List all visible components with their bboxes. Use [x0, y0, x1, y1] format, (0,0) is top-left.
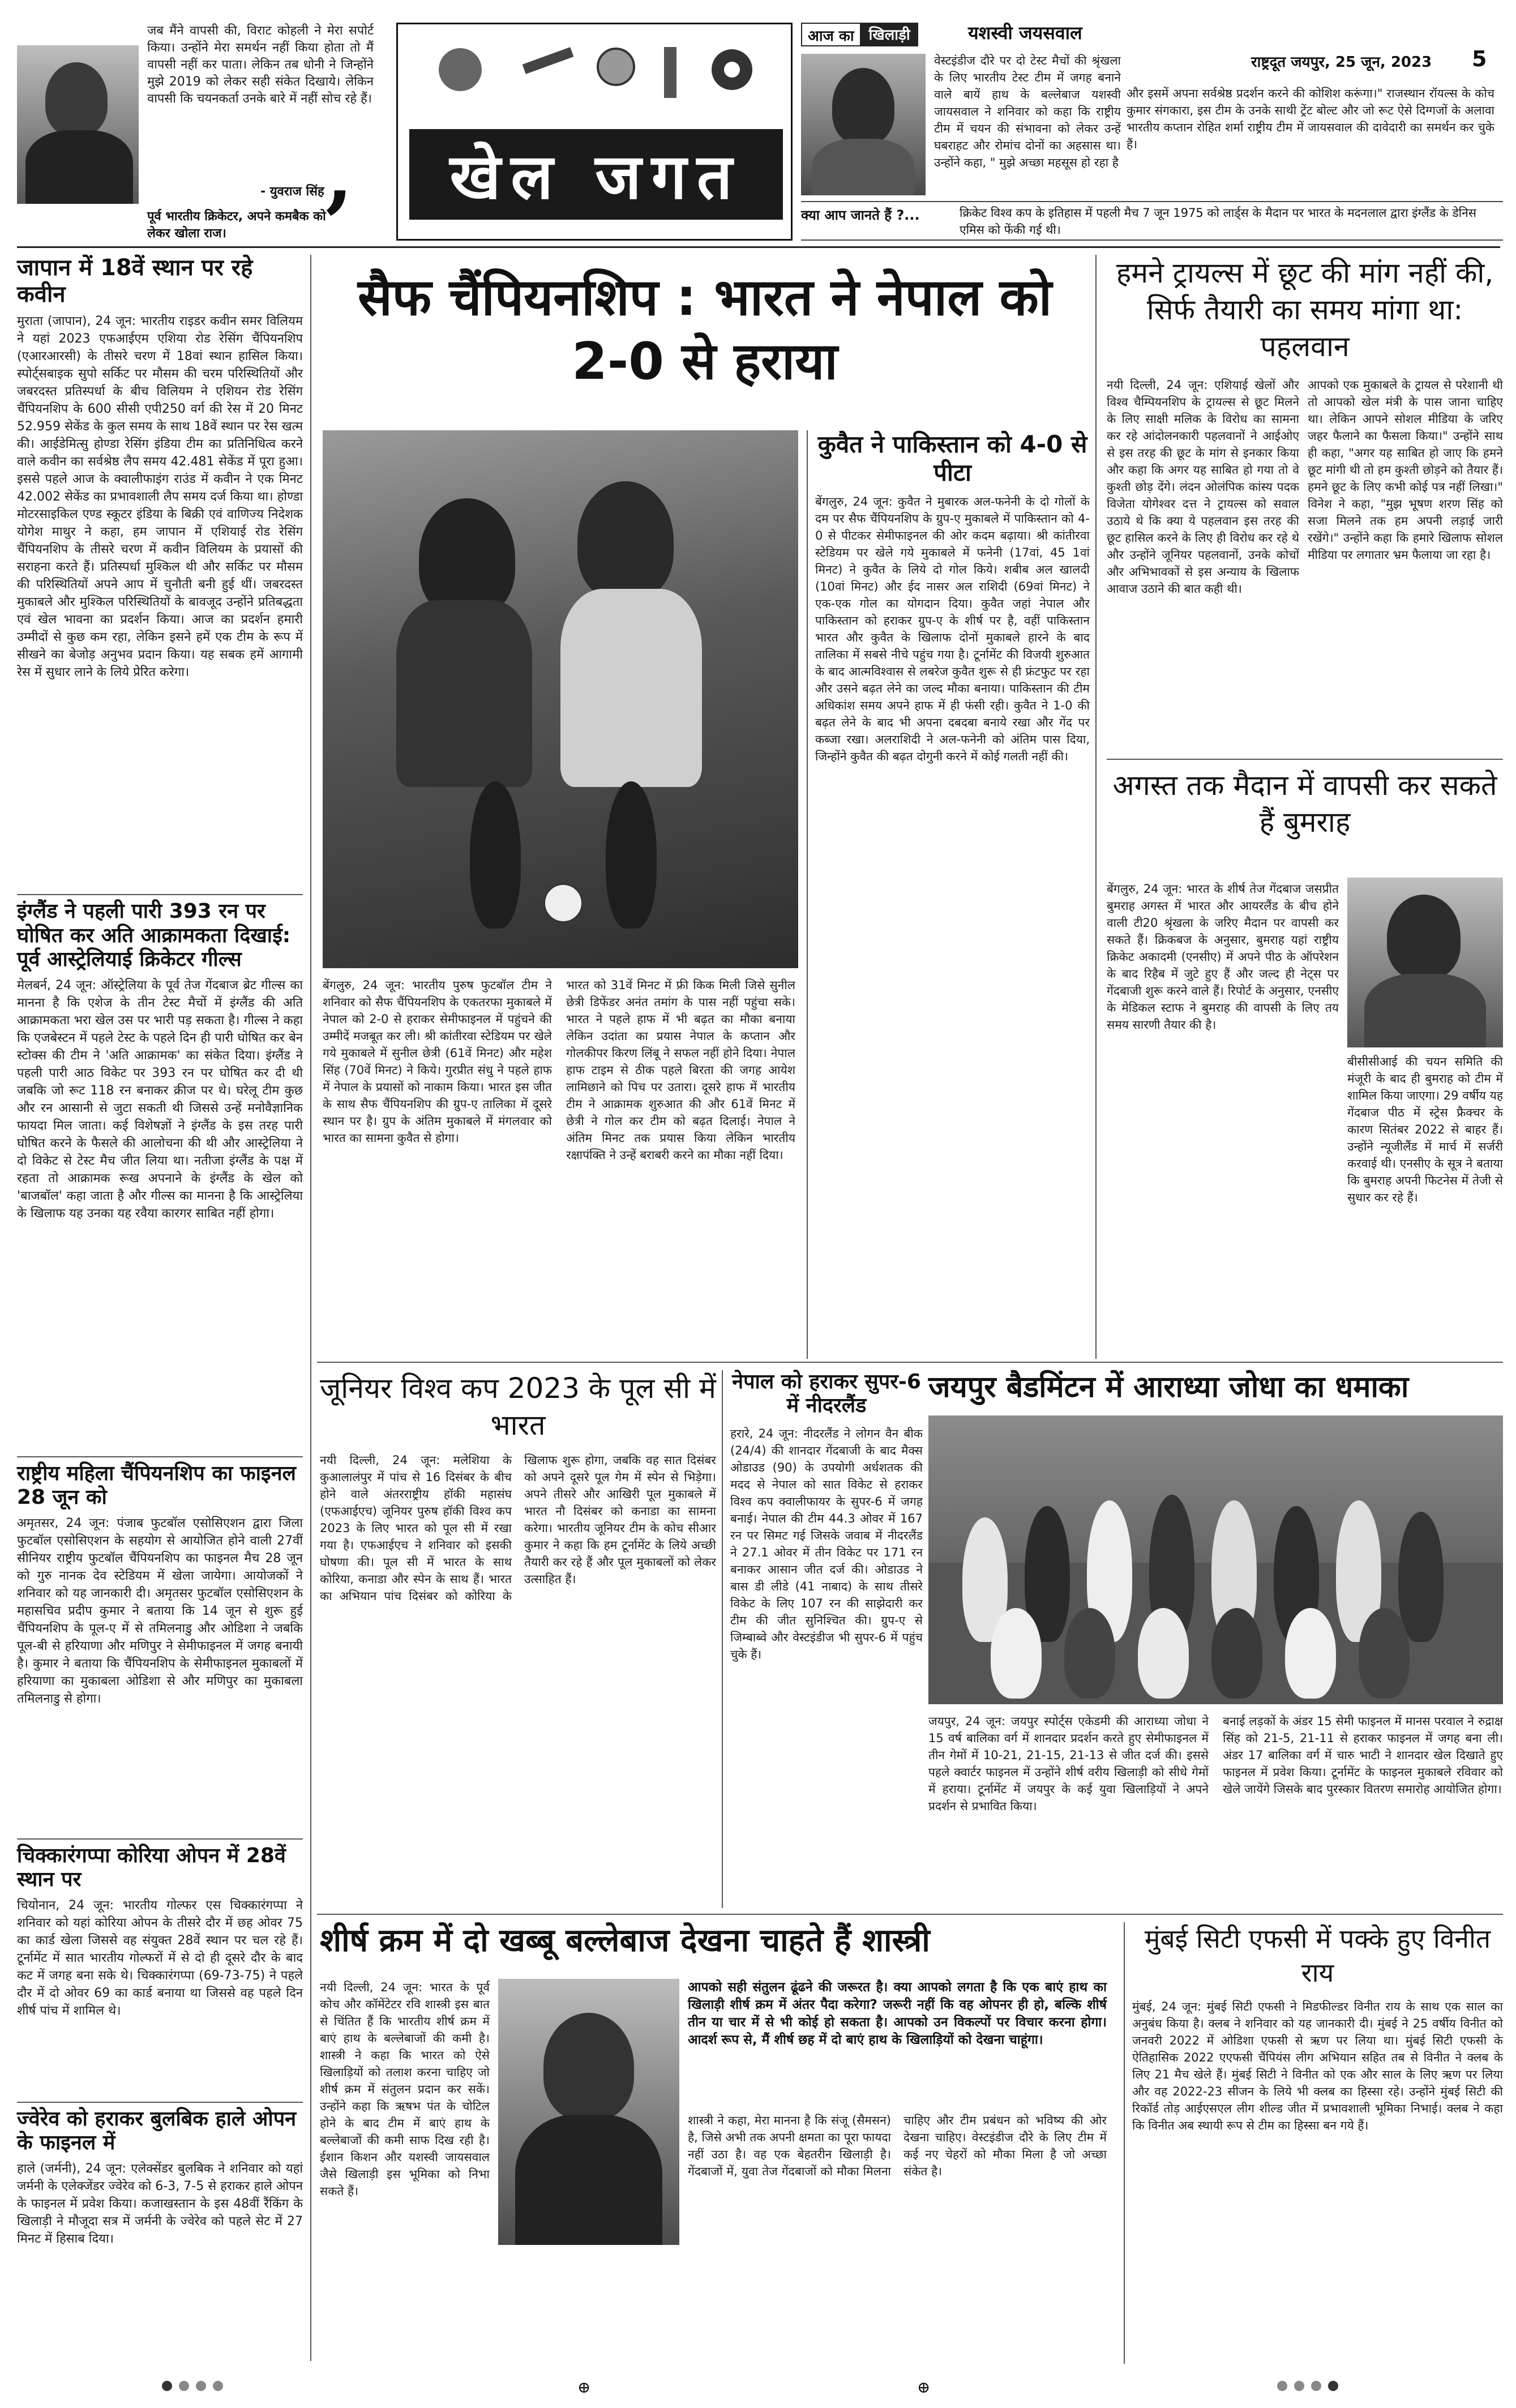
- footer-dots-right: [1274, 2381, 1342, 2393]
- main-side-rule: [807, 430, 808, 1359]
- wrestlers-body-2: आपको एक मुकाबले के ट्रायल से परेशानी थी तो आपको खेल मंत्री के पास जाना चाहिए था। लेकिन आपने सोशल मीडिया के जरिए जहर फैलाने का फैसला किया।" उन्होंने साथ ही कहा, "अगर यह साबित हो जाए कि हमने छूट मांगी थी तो हम कुश्ती छोड़ने को तैयार हैं। हमने छूट के लिए कभी कोई पत्र नहीं लिखा।" विनेश ने कहा, "मुझ भूषण शरण सिंह को सजा मिलने तक हम अपनी लड़ाई जारी रखेंगे।" उन्होंने कहा कि हमारे खिलाफ सोशल मीडिया पर लगातार भ्रम फैलाया जा रहा है।: [1308, 378, 1503, 562]
- footer-register-mark-2: ⊕: [917, 2378, 931, 2397]
- badminton-caption-1: जयपुर, 24 जून: जयपुर स्पोर्ट्स एकेडमी की आराध्या जोधा ने 15 वर्ष बालिका वर्ग में शानदार प्रदर्शन करते हुए सेमीफाइनल में तीन गेमों में 10-21, 21-15, 21-13 से जीत दर्ज की। इससे पहले क्वार्टर फाइनल में उन्होंने शीर्ष वरीय खिलाड़ी को सीधे गेमों में हराया। टूर्नामेंट में जयपुर के कई युवा खिलाड़ियों ने अपने प्रदर्शन से प्रभावित किया।: [928, 1714, 1209, 1813]
- main-story-body-2: भारत को 31वें मिनट में फ्री किक मिली जिसे सुनील छेत्री डिफेंडर अनंत तमांग के पास नहीं पहुंचा सके। भारत ने पहले हाफ में भी बढ़त का मौका बनाया लेकिन उदांता का प्रयास नेपाल के कप्तान और गोलकीपर किरण लिंबू ने सफल नहीं होने दिया। नेपाल हाफ टाइम से ठीक पहले बिरता की जगह आयेश लामिछाने को पिच पर उतारा। दूसरे हाफ में भारतीय टीम ने आक्रामक शुरुआत की और 61वें मिनट में छेत्री ने गोल कर टीम को बढ़त दिलाई। नेपाल ने अंतिम मिनट तक प्रयास किया लेकिन भारतीय रक्षापंक्ति ने उन्हें बराबरी करने का मौका नहीं दिया।: [566, 978, 795, 1162]
- bumrah-body-2: बीसीसीआई की चयन समिति की मंजूरी के बाद ही बुमराह को टीम में शामिल किया जाएगा। 29 वर्षीय यह गेंदबाज पीठ में स्ट्रेस फ्रैक्चर के कारण सितंबर 2022 से बाहर हैं। उन्होंने न्यूजीलैंड में मार्च में सर्जरी करवाई थी। एनसीए के सूत्र ने बताया कि बुमराह अपनी फिटनेस में तेजी से सुधार कर रहे हैं।: [1347, 1055, 1503, 1204]
- main-story-title: सैफ चैंपियनशिप : भारत ने नेपाल को 2-0 से हराया: [357, 268, 1052, 391]
- header-rule: [17, 246, 1500, 248]
- main-story-body: [323, 977, 798, 1356]
- story-womens-body: अमृतसर, 24 जून: पंजाब फुटबॉल एसोसिएशन द्वारा जिला फुटबॉल एसोसिएशन के सहयोग से आयोजित होने वाली 27वीं सीनियर राष्ट्रीय फुटबॉल चैंपियनशिप का फाइनल मैच 28 जून को गुरु नानक देव स्टेडियम में खेला जायेगा। आयोजकों ने शनिवार को यह जानकारी दी। अमृतसर फुटबॉल एसोसिएशन के महासचिव प्रदीप कुमार ने बताया कि 14 जून से शुरू हुई चैंपियनशिप के पूल-ए में से तमिलनाडु और ओडिशा ने जबकि पूल-बी से हरियाणा और मणिपुर ने सेमीफाइनल में जगह बनायी है। कुमार ने बताया कि चैंपियनशिप के सेमीफाइनल मुकाबलों में हरियाणा का मुकाबला ओडिशा से और मणिपुर का मुकाबला तमिलनाडु से होगा।: [17, 1516, 303, 1706]
- aaj-ka-label: आज का: [801, 23, 861, 46]
- badminton-title: जयपुर बैडमिंटन में आराध्या जोधा का धमाका: [928, 1370, 1409, 1404]
- story-womens-title: राष्ट्रीय महिला चैंपियनशिप का फाइनल 28 जून को: [17, 1461, 296, 1509]
- player-name: यशस्वी जयसवाल: [968, 22, 1082, 44]
- mid-rule-1: [722, 1370, 723, 1908]
- footer-register-mark: ⊕: [577, 2378, 591, 2397]
- bumrah-photo: [1347, 878, 1503, 1047]
- story-england-title: इंग्लैंड ने पहली पारी 393 रन पर घोषित कर अति आक्रामकता दिखाई: पूर्व आस्ट्रेलियाई क्रिकेटर गील्स: [17, 900, 291, 972]
- kuwait-story: [815, 430, 1090, 1359]
- shastri-body-2: शास्त्री ने कहा, मेरा मानना है कि संजू (सैमसन) है, जिसे अभी तक अपनी क्षमता का पूरा फायदा नहीं उठा है। वह एक बेहतरीन खिलाड़ी है। गेंदबाजों में, युवा तेज गेंदबाजों को मौका मिलना चाहिए और टीम प्रबंधन को भविष्य की ओर देखना चाहिए। वेस्टइंडीज दौरे के लिए टीम में कई नए चेहरों को मौका मिला है जो अच्छा संकेत है।: [688, 2114, 1107, 2178]
- netherlands-story: [730, 1370, 923, 1908]
- netherlands-body: हरारे, 24 जून: नीदरलैंड ने लोगन वैन बीक (24/4) की शानदार गेंदबाजी के बाद मैक्स ओडाउड (90) के उपयोगी अर्धशतक की मदद से नेपाल को सात विकेट से हराकर विश्व कप क्वालीफायर के सुपर-6 में जगह बनाई। नेपाल की टीम 44.3 ओवर में 167 रन पर सिमट गई जिसके जवाब में नीदरलैंड ने 27.1 ओवर में तीन विकेट पर 171 रन बनाकर आसान जीत दर्ज की। ओडाउड ने बास डी लीडे (41 नाबाद) के साथ तीसरे विकेट के लिए 107 रन की साझेदारी कर टीम की जीत सुनिश्चित की। ग्रुप-ए से जिम्बाब्वे और वेस्टइंडीज भी सुपर-6 में पहुंच चुके हैं।: [730, 1426, 923, 1661]
- section-masthead: [396, 23, 793, 241]
- bottom-rule-v: [1124, 1922, 1125, 2364]
- kuwait-story-body: बेंगलुरु, 24 जून: कुवैत ने मुबारक अल-फनेनी के दो गोलों के दम पर सैफ चैंपियनशिप के ग्रुप-ए मुकाबले में पाकिस्तान को 4-0 से पीटकर सेमीफाइनल की ओर कदम बढ़ाया। श्री कांतीरवा स्टेडियम पर खेले गये मुकाबले में फनेनी (17वां, 45 1वां मिनट) ने कुवैत के लिये दो गोल किये। शबीब अल खालदी (10वां मिनट) और ईद नासर अल राशिदी (69वां मिनट) ने एक-एक गोल का योगदान दिया। कुवैत जहां नेपाल और पाकिस्तान को हराकर ग्रुप-ए के शीर्ष पर है, वहीं पाकिस्तान भारत और कुवैत के खिलाफ दोनों मुकाबले हारने के बाद तालिका में सबसे नीचे पहुंच गया है। टूर्नामेंट की विजयी शुरुआत के बाद आत्मविश्वास से लबरेज कुवैत शुरू से ही फ्रंटफुट पर रहा और उसने बढ़त लेने का जल्द मौका बनाया। पाकिस्तान की टीम अधिकांश समय अपने हाफ में ही फंसी रही। कुवैत ने 1-0 की बढ़त लेने के बाद भी अपना दबदबा बनाये रखा और गेंद पर कब्जा रखा। अलराशिदी ने अल-फनेनी को अंतिम पास दिया, जिन्होंने कुवैत की बढ़त दोगुनी करने में कोई गलती नहीं की।: [815, 495, 1090, 764]
- mid-rule: [317, 1362, 1503, 1363]
- story-tennis-title: ज्वेरेव को हराकर बुलबिक हाले ओपन के फाइनल में: [17, 2107, 297, 2155]
- quote-box: [17, 23, 379, 241]
- badminton-story: [928, 1370, 1503, 1908]
- quote-author: - युवराज सिंह: [260, 185, 324, 199]
- right-rule: [1095, 255, 1097, 1359]
- shastri-quote: आपको सही संतुलन ढूंढने की जरूरत है। क्या आपको लगता है कि एक बाएं हाथ का खिलाड़ी शीर्ष क्रम में अंतर पैदा करेगा? जरूरी नहीं कि वह ओपनर ही हो, बल्कि शीर्ष तीन या चार में से भी कोई हो सकता है। आपको उन विकल्पों पर विचार करना होगा। आदर्श रूप से, मैं शीर्ष छह में दो बाएं हाथ के खिलाड़ियों को देखना चाहूंगा।: [688, 1980, 1107, 2047]
- wrestlers-body-1: नयी दिल्ली, 24 जून: एशियाई खेलों और विश्व चैम्पियनशिप के ट्रायल्स से छूट मिलने के लिए साक्षी मलिक के विरोध का सामना कर रहे आंदोलनकारी पहलवानों ने आईओए से इस तरह की छूट के मांग से इनकार किया और कहा कि अगर यह साबित हो गया तो वे कुश्ती छोड़ देंगे। लंदन ओलंपिक कांस्य पदक विजेता योगेश्वर दत्त ने ट्रायल्स को सवाल उठाये थे कि क्या ये पहलवान इस तरह की छूट हासिल करने के लिए ही विरोध कर रहे थे और उन्होंने जूनियर पहलवानों, उनके कोचों और अभिभावकों से इस अन्याय के खिलाफ आवाज उठाने की बात कही थी।: [1107, 378, 1299, 596]
- bottom-rule: [317, 1914, 1503, 1915]
- did-you-know-text: क्रिकेट विश्व कप के इतिहास में पहली मैच 7 जून 1975 को लार्ड्स के मैदान पर भारत के मदनलाल द्वारा इंग्लैंड के डेनिस एमिस को फेंकी गई थी।: [960, 206, 1476, 237]
- junior-wc-story: [320, 1370, 716, 1908]
- story-england-body: मेलबर्न, 24 जून: ऑस्ट्रेलिया के पूर्व तेज गेंदबाज ब्रेट गील्स का मानना है कि एशेज के तीन टेस्ट मैचों में इंग्लैंड की अति आक्रामकता भरा खेल उस पर भारी पड़ सकता है। गील्स ने कहा कि एजबेस्टन में पहले टेस्ट के पहले दिन ही पारी घोषित कर बेन स्टोक्स की टीम ने 'अति आक्रामक' का संकेत दिया। इंग्लैंड ने पहली पारी आठ विकेट पर 393 रन पर घोषित कर दी थी जबकि जो रूट 118 रन बनाकर क्रीज पर थे। घरेलू टीम कुछ और रन आसानी से जुटा सकती थी जिससे उन्हें मनोवैज्ञानिक फायदा मिल जाता। कई विशेषज्ञों ने इंग्लैंड के इस तरह पारी घोषित करने के फैसले की आलोचना की थी और आस्ट्रेलिया ने दो विकेट से टेस्ट मैच जीत लिया था। नतीजा इंग्लैंड के पक्ष में रहता तो आक्रामक रूख अपनाने के इंग्लैंड के खेल को 'बाजबॉल' कहा जाता है और गील्स का मानना है कि आस्ट्रेलिया के खिलाफ यह उनका यह रवैया कारगर साबित नहीं होगा।: [17, 978, 303, 1221]
- football-photo: [323, 430, 798, 968]
- quote-caption: पूर्व भारतीय क्रिकेटर, अपने कमबैक को लेकर खोला राज।: [147, 209, 326, 241]
- junior-wc-body: नयी दिल्ली, 24 जून: मलेशिया के कुआलालंपुर में पांच से 16 दिसंबर के बीच होने वाले अंतरराष्ट्रीय हॉकी महासंघ (एफआईएच) जूनियर पुरुष हॉकी विश्व कप 2023 के लिए भारत को पूल सी में रखा गया है। एफआईएच ने शनिवार को इसकी घोषणा की। पूल सी में भारत के साथ कोरिया, कनाडा और स्पेन के साथ हैं। भारत का अभियान पांच दिसंबर को कोरिया के खिलाफ शुरू होगा, जबकि वह सात दिसंबर को अपने दूसरे पूल गेम में स्पेन से भिड़ेगा। अपने तीसरे और आखिरी पूल मुकाबले में भारत नौ दिसंबर को कनाडा का सामना करेगा। भारतीय जूनियर टीम के कोच सीआर कुमार ने कहा कि हम टूर्नामेंट के लिये अच्छी तैयारी कर रहे हैं और पूल मुकाबलों को लेकर उत्साहित हैं।: [320, 1453, 716, 1603]
- player-text-2: और इसमें अपना सर्वश्रेष्ठ प्रदर्शन करने की कोशिश करूंगा।" राजस्थान रॉयल्स के कोच कुमार संगकारा, इस टीम के उनके साथी ट्रेंट बोल्ट और जो रूट ऐसे दिग्गजों के अलावा भारतीय कप्तान रोहित शर्मा राष्ट्रीय टीम में जायसवाल की दावेदारी का समर्थन कर चुके हैं।: [1127, 87, 1494, 151]
- did-you-know: [801, 201, 1503, 241]
- page-number: 5: [1472, 46, 1487, 71]
- section-title: खेल जगत: [409, 129, 783, 220]
- khiladi-label: खिलाड़ी: [861, 23, 918, 46]
- bumrah-title: अगस्त तक मैदान में वापसी कर सकते हैं बुमराह: [1112, 769, 1497, 839]
- left-rule: [310, 255, 311, 2361]
- sports-icons: [398, 24, 791, 126]
- quote-text: जब मैंने वापसी की, विराट कोहली ने मेरा सपोर्ट किया। उन्होंने मेरा समर्थन नहीं किया होता तो मैं वापसी नहीं कर पाता। लेकिन तब धोनी ने जिन्होंने मुझे 2019 को लेकर सही संकेत दिखाये। लेकिन वापसी कि चयनकर्ता उनके बारे में नहीं सोच रहे हैं।: [147, 24, 374, 106]
- did-you-know-label: क्या आप जानते हैं ?...: [801, 207, 920, 223]
- mumbai-title: मुंबई सिटी एफसी में पक्के हुए विनीत राय: [1144, 1923, 1491, 1988]
- shastri-photo: [498, 1979, 679, 2245]
- shastri-body-1: नयी दिल्ली, 24 जून: भारत के पूर्व कोच और कॉमेंटेटर रवि शास्त्री इस बात से चिंतित हैं कि भारतीय शीर्ष क्रम में बाएं हाथ के बल्लेबाजों की कमी है। शास्त्री ने कहा कि भारत को ऐसे खिलाड़ियों को तलाश करना चाहिए जो शीर्ष क्रम में संतुलन प्रदान कर सकें। उन्होंने कहा कि ऋषभ पंत के चोटिल होने के बाद टीम में बाएं हाथ के बल्लेबाजों की कमी साफ दिख रही है। ईशान किशन और यशस्वी जायसवाल जैसे खिलाड़ी इस भूमिका को निभा सकते हैं।: [320, 1981, 490, 2198]
- story-golf-body: चियोनान, 24 जून: भारतीय गोल्फर एस चिक्कारंगप्पा ने शनिवार को यहां कोरिया ओपन के तीसरे दौर में छह ओवर 75 का कार्ड खेला जिससे वह संयुक्त 28वें स्थान पर चल रहे हैं। टूर्नामेंट में सात भारतीय गोल्फरों में से दो ही दूसरे दौर के बाद कट में जगह बना सके थे। चिक्कारंगप्पा (69-73-75) ने पहले दौर में दो ओवर 69 का कार्ड बनाया था जिससे वह पहले दिन शीर्ष पांच में शामिल थे।: [17, 1898, 303, 2018]
- player-text-1: वेस्टइंडीज दौरे पर दो टेस्ट मैचों की श्रृंखला के लिए भारतीय टेस्ट टीम में जगह बनाने वाले बायें हाथ के बल्लेबाज यशस्वी जायसवाल ने शनिवार को कहा कि राष्ट्रीय टीम में चयन की संभावना को लेकर उन्हें घबराहट और रोमांच दोनों का अहसास था। उन्होंने कहा, " मुझे अच्छा महसूस हो रहा है: [934, 54, 1121, 169]
- kuwait-story-title: कुवैत ने पाकिस्तान को 4-0 से पीटा: [817, 430, 1087, 486]
- main-story-body-1: बेंगलुरु, 24 जून: भारतीय पुरुष फुटबॉल टीम ने शनिवार को सैफ चैंपियनशिप के एकतरफा मुकाबले में नेपाल को 2-0 से हराकर सेमीफाइनल में पहुंचने की उम्मीदें मजबूत कर ली। श्री कांतीरवा स्टेडियम पर खेले गये मुकाबले में सुनील छेत्री (61वें मिनट) और महेश सिंह (70वें मिनट) ने किये। गुरप्रीत संधु ने पहले हाफ में नेपाल के प्रयासों को नाकाम किया। भारत इस जीत के साथ सैफ चैंपियनशिप की ग्रुप-ए तालिका में दूसरे स्थान पर है। ग्रुप के अंतिम मुकाबले में मंगलवार को भारत का सामना कुवैत से होगा।: [323, 978, 552, 1145]
- player-photo: [801, 54, 926, 195]
- aaj-ka-khiladi-label: [801, 23, 918, 46]
- wrestlers-title: हमने ट्रायल्स में छूट की मांग नहीं की, सिर्फ तैयारी का समय मांगा था: पहलवान: [1116, 256, 1494, 363]
- story-kavin-body: मुराता (जापान), 24 जून: भारतीय राइडर कवीन समर विलियम ने यहां 2023 एफआईएम एशिया रोड रेसिंग चैंपियनशिप (एआरआरसी) के तीसरे चरण में 18वां स्थान हासिल किया। स्पोर्ट्सबाइक सुपो सर्किट पर मौसम की चरम परिस्थितियों और जबरदस्त प्रतिस्पर्धा के बीच विलियम ने एशियन रोड रेसिंग चैंपियनशिप के 600 सीसी एपी250 वर्ग की रेस में 20 मिनट 52.959 सेकेंड के कुल समय के साथ 18वें स्थान पर रेस खत्म की। आईडेमित्सु होण्डा रेसिंग इंडिया टीम का प्रतिनिधित्व करने वाले कवीन का सर्वश्रेष्ठ लैप समय 42.481 सेकेंड में पूरा हुआ। इससे पहले आज के क्वालीफाइंग राउंड में कवीन ने एक मिनट 42.002 सेकेंड का प्रभावशाली लैप समय दर्ज किया था। होण्डा मोटरसाइकिल एण्ड स्कूटर इंडिया के बिक्री एवं वाणिज्य निदेशक योगेश माथुर ने कहा, हम जापान में एशियाई रोड रेसिंग चैंपियनशिप के तीसरे चरण में कवीन विलियम के प्रयासों की सराहना करते हैं। प्रतिस्पर्धा मुश्किल थी और सर्किट पर मौसम की परिस्थितियों अपने आप में चुनौती बनी हुई थीं। जबरदस्त मुकाबले और मुश्किल परिस्थितियों के बावजूद उन्होंने प्रतिबद्धता एवं खेल भावना का प्रदर्शन किया। आज का प्रदर्शन हमारी उम्मीदों से कुछ कम रहा, लेकिन इसने हमें एक टीम के रूप में सीखने का बेजोड़ अनुभव प्रदान किया। यह सबक हमें आगामी रेस में सुधार लाने के लिये प्रेरित करेगा।: [17, 314, 303, 680]
- netherlands-title: नेपाल को हराकर सुपर-6 में नीदरलैंड: [732, 1370, 921, 1418]
- junior-wc-title: जूनियर विश्व कप 2023 के पूल सी में भारत: [320, 1372, 716, 1442]
- paper-name: राष्ट्रदूत जयपुर, 25 जून, 2023: [1251, 54, 1432, 71]
- mumbai-body: मुंबई, 24 जून: मुंबई सिटी एफसी ने मिडफील्डर विनीत राय के साथ एक साल का अनुबंध किया है। क्लब ने शनिवार को यह जानकारी दी। मुंबई ने 25 वर्षीय विनीत को जनवरी 2022 में ओडिशा एफसी से ऋण पर लिया था। मुंबई सिटी एफसी के ऐतिहासिक 2022 एएफसी चैंपियंस लीग अभियान सहित तब से विनीत ने क्लब के लिए 21 मैच खेले हैं। मुंबई सिटी ने विनीत को एक और साल के लिए ऋण पर लिया और वह 2022-23 सीजन के लिये भी क्लब का हिस्सा रहे। उन्होंने मुंबई सिटी की रिकॉर्ड तोड़ आईएसएल लीग शील्ड जीत में प्रभावशाली भूमिका निभाई। क्लब ने कहा कि विनीत अब स्थायी रूप से टीम का हिस्सा बन गये हैं।: [1132, 1999, 1503, 2132]
- badminton-caption-2: बनाई लड़कों के अंडर 15 सेमी फाइनल में मानस परवाल ने रुद्राक्ष सिंह को 21-5, 21-11 से हराकर फाइनल में जगह बना ली। अंडर 17 बालिका वर्ग में चारु भाटी ने शानदार खेल दिखाते हुए फाइनल में प्रवेश किया। टूर्नामेंट के फाइनल मुकाबले रविवार को खेले जायेंगे जिसके बाद पुरस्कार वितरण समारोह आयोजित होगा।: [1223, 1714, 1503, 1796]
- yuvraj-photo: [17, 45, 139, 204]
- shastri-title: शीर्ष क्रम में दो खब्बू बल्लेबाज देखना चाहते हैं शास्त्री: [320, 1922, 930, 1959]
- badminton-photo: [928, 1415, 1503, 1704]
- left-column: [17, 255, 303, 2361]
- right-column: [1107, 255, 1503, 1359]
- quote-mark: ,: [326, 129, 353, 222]
- bumrah-body-1: बेंगलुरु, 24 जून: भारत के शीर्ष तेज गेंदबाज जसप्रीत बुमराह अगस्त में भारत और आयरलैंड के बीच होने वाली टी20 श्रृंखला के जरिए मैदान पर वापसी कर सकते हैं। क्रिकबज के अनुसार, बुमराह यहां राष्ट्रीय क्रिकेट अकादमी (एनसीए) में अपने पीठ के ऑपरेशन के बाद रिहैब में जुटे हुए हैं और जल्द ही नेट्स पर गेंदबाजी शुरू करने वाले हैं। रिपोर्ट के अनुसार, एनसीए के मेडिकल स्टाफ ने बुमराह की वापसी के लिए तय समय सारणी तैयार की है।: [1107, 882, 1339, 1032]
- story-kavin-title: जापान में 18वें स्थान पर रहे कवीन: [17, 255, 253, 308]
- story-golf-title: चिक्कारंगप्पा कोरिया ओपन में 28वें स्थान पर: [17, 1844, 286, 1892]
- story-tennis-body: हाले (जर्मनी), 24 जून: एलेक्सेंडर बुलबिक ने शनिवार को यहां जर्मनी के एलेक्जेंडर ज्वेरेव को 6-3, 7-5 से हराकर हाले ओपन के फाइनल में प्रवेश किया। कजाखस्तान के इस 48वीं रैंकिंग के खिलाड़ी ने मौजूदा सत्र में जर्मनी के ज्वेरेव को पहले सेट में 27 मिनट में हिसाब दिया।: [17, 2161, 303, 2246]
- mumbai-story: [1132, 1922, 1503, 2364]
- footer-dots-left: [159, 2381, 226, 2393]
- shastri-story: [320, 1922, 1118, 2364]
- ball: [543, 883, 583, 923]
